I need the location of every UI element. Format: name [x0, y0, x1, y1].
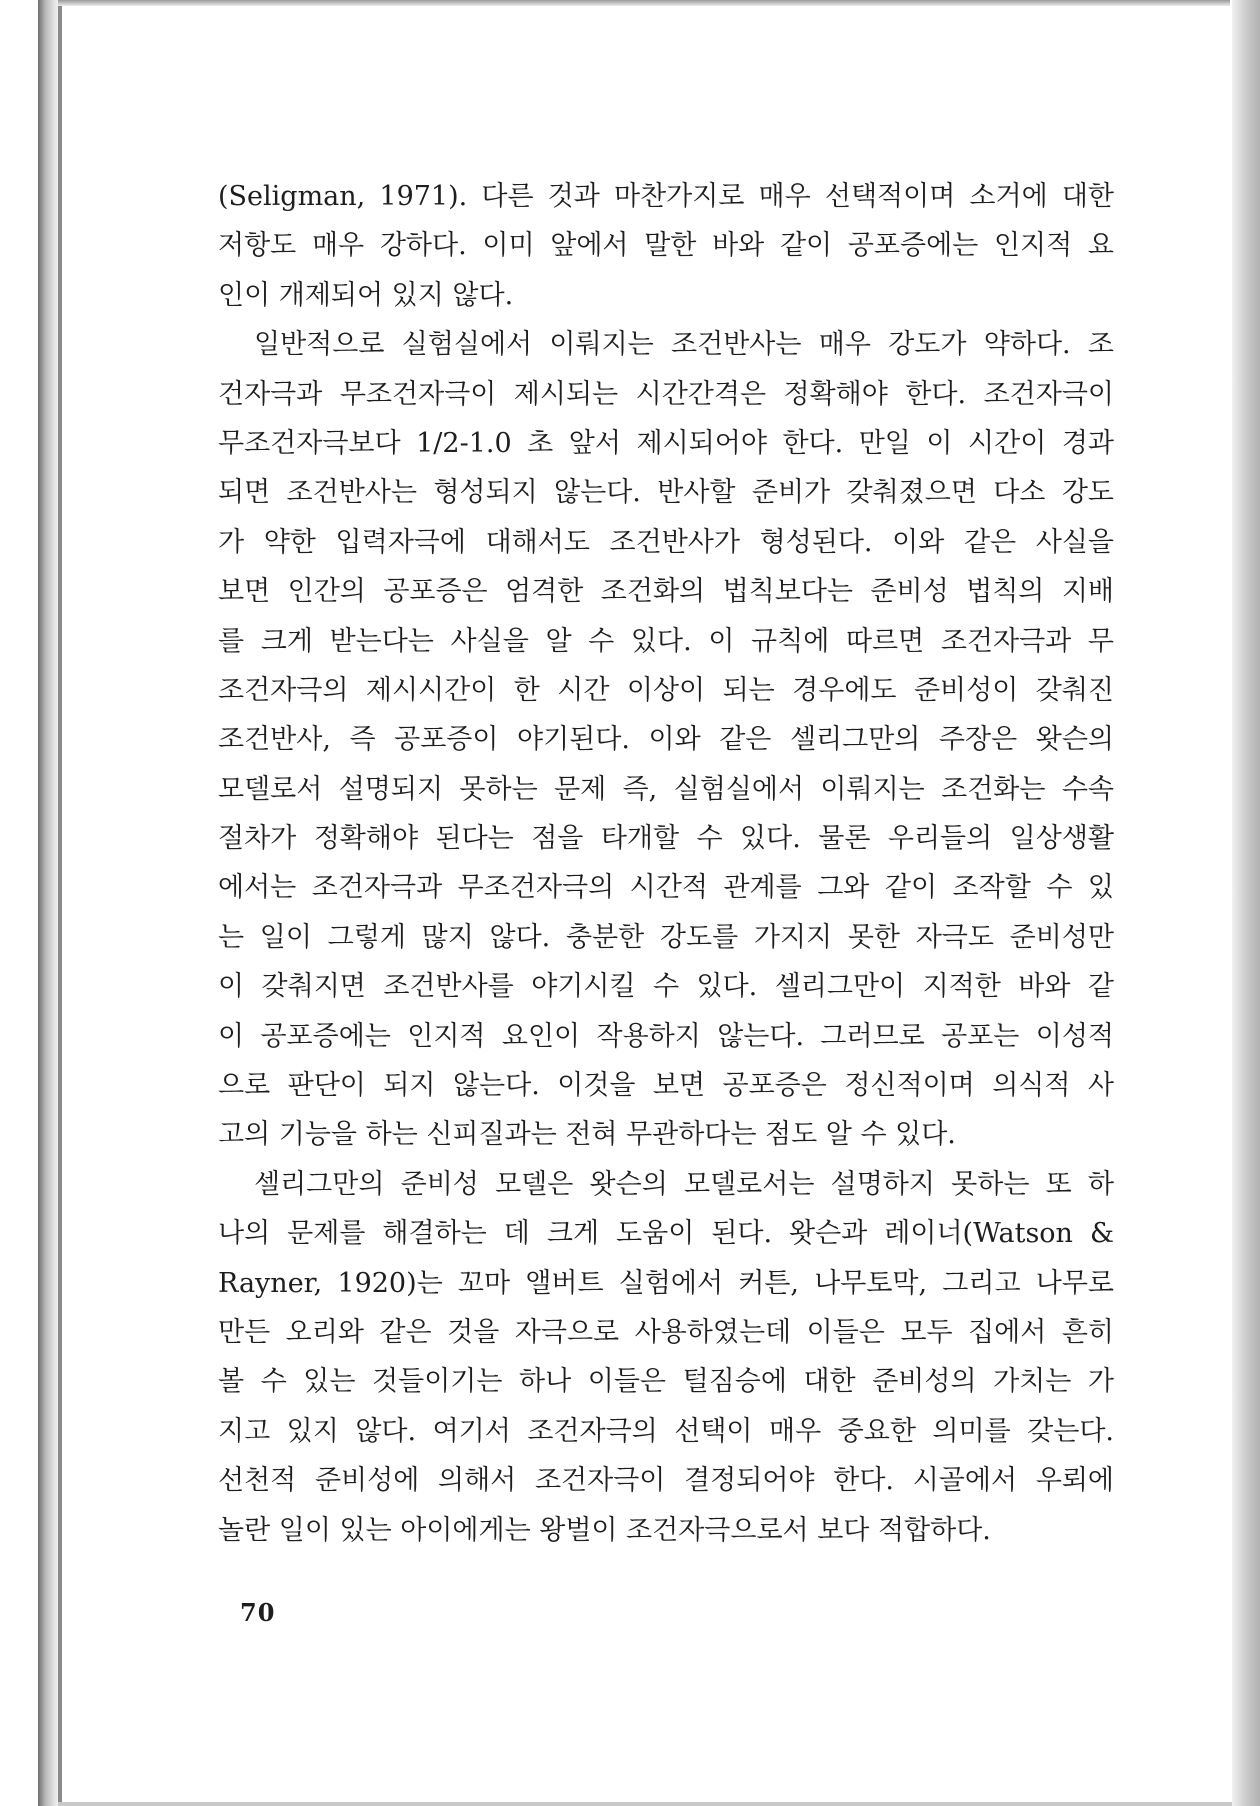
text-line: 일반적으로 실험실에서 이뤄지는 조건반사는 매우 강도가 약하다. 조 — [254, 329, 1114, 361]
text-line: 지고 있지 않다. 여기서 조건자극의 선택이 매우 중요한 의미를 갖는다. — [218, 1415, 1114, 1447]
text-line: 나의 문제를 해결하는 데 크게 도움이 된다. 왓슨과 레이너(Watson & — [218, 1218, 1114, 1250]
text-line: (Seligman, 1971). 다른 것과 마찬가지로 매우 선택적이며 소거에 대한 — [218, 181, 1114, 212]
page-number: 70 — [240, 1598, 276, 1627]
text-line: 건자극과 무조건자극이 제시되는 시간간격은 정확해야 한다. 조건자극이 — [218, 378, 1114, 410]
text-line: 보면 인간의 공포증은 엄격한 조건화의 법칙보다는 준비성 법칙의 지배 — [218, 576, 1114, 608]
body-text — [218, 172, 1114, 1555]
book-page-edge-top — [58, 0, 1230, 6]
text-line: Rayner, 1920)는 꼬마 앨버트 실험에서 커튼, 나무토막, 그리고 나무로 — [218, 1267, 1114, 1299]
text-line: 조건반사, 즉 공포증이 야기된다. 이와 같은 셀리그만의 주장은 왓슨의 — [218, 724, 1114, 756]
text-line: 고의 기능을 하는 신피질과는 전혀 무관하다는 점도 알 수 있다. — [218, 1119, 956, 1151]
text-line: 인이 개제되어 있지 않다. — [218, 279, 514, 311]
text-line: 조건자극의 제시시간이 한 시간 이상이 되는 경우에도 준비성이 갖춰진 — [218, 674, 1114, 706]
text-line: 볼 수 있는 것들이기는 하나 이들은 털짐승에 대한 준비성의 가치는 가 — [218, 1366, 1114, 1398]
text-line: 가 약한 입력자극에 대해서도 조건반사가 형성된다. 이와 같은 사실을 — [218, 526, 1114, 558]
text-line: 선천적 준비성에 의해서 조건자극이 결정되어야 한다. 시골에서 우뢰에 — [218, 1465, 1114, 1497]
text-line: 되면 조건반사는 형성되지 않는다. 반사할 준비가 갖춰졌으면 다소 강도 — [218, 477, 1114, 509]
text-line: 무조건자극보다 1/2-1.0 초 앞서 제시되어야 한다. 만일 이 시간이 경과 — [218, 427, 1114, 459]
text-line: 에서는 조건자극과 무조건자극의 시간적 관계를 그와 같이 조작할 수 있 — [218, 872, 1114, 904]
book-page-edge-bottom — [58, 1802, 1232, 1806]
book-page-edge-left — [38, 0, 60, 1806]
text-line: 만든 오리와 같은 것을 자극으로 사용하였는데 이들은 모두 집에서 흔히 — [218, 1316, 1114, 1348]
book-page-edge-right — [1232, 0, 1260, 1806]
text-line: 를 크게 받는다는 사실을 알 수 있다. 이 규칙에 따르면 조건자극과 무 — [218, 625, 1115, 657]
text-line: 는 일이 그렇게 많지 않다. 충분한 강도를 가지지 못한 자극도 준비성만 — [218, 921, 1114, 953]
text-line: 셀리그만의 준비성 모델은 왓슨의 모델로서는 설명하지 못하는 또 하 — [254, 1168, 1114, 1200]
text-line: 저항도 매우 강하다. 이미 앞에서 말한 바와 같이 공포증에는 인지적 요 — [218, 230, 1114, 262]
text-line: 모델로서 설명되지 못하는 문제 즉, 실험실에서 이뤄지는 조건화는 수속 — [218, 773, 1114, 805]
book-spine-line — [58, 0, 62, 1806]
text-line: 절차가 정확해야 된다는 점을 타개할 수 있다. 물론 우리들의 일상생활 — [218, 823, 1114, 855]
text-line: 놀란 일이 있는 아이에게는 왕벌이 조건자극으로서 보다 적합하다. — [218, 1514, 991, 1546]
text-line: 이 공포증에는 인지적 요인이 작용하지 않는다. 그러므로 공포는 이성적 — [218, 1020, 1114, 1052]
text-line: 으로 판단이 되지 않는다. 이것을 보면 공포증은 정신적이며 의식적 사 — [218, 1070, 1114, 1102]
text-line: 이 갖춰지면 조건반사를 야기시킬 수 있다. 셀리그만이 지적한 바와 같 — [218, 971, 1114, 1003]
